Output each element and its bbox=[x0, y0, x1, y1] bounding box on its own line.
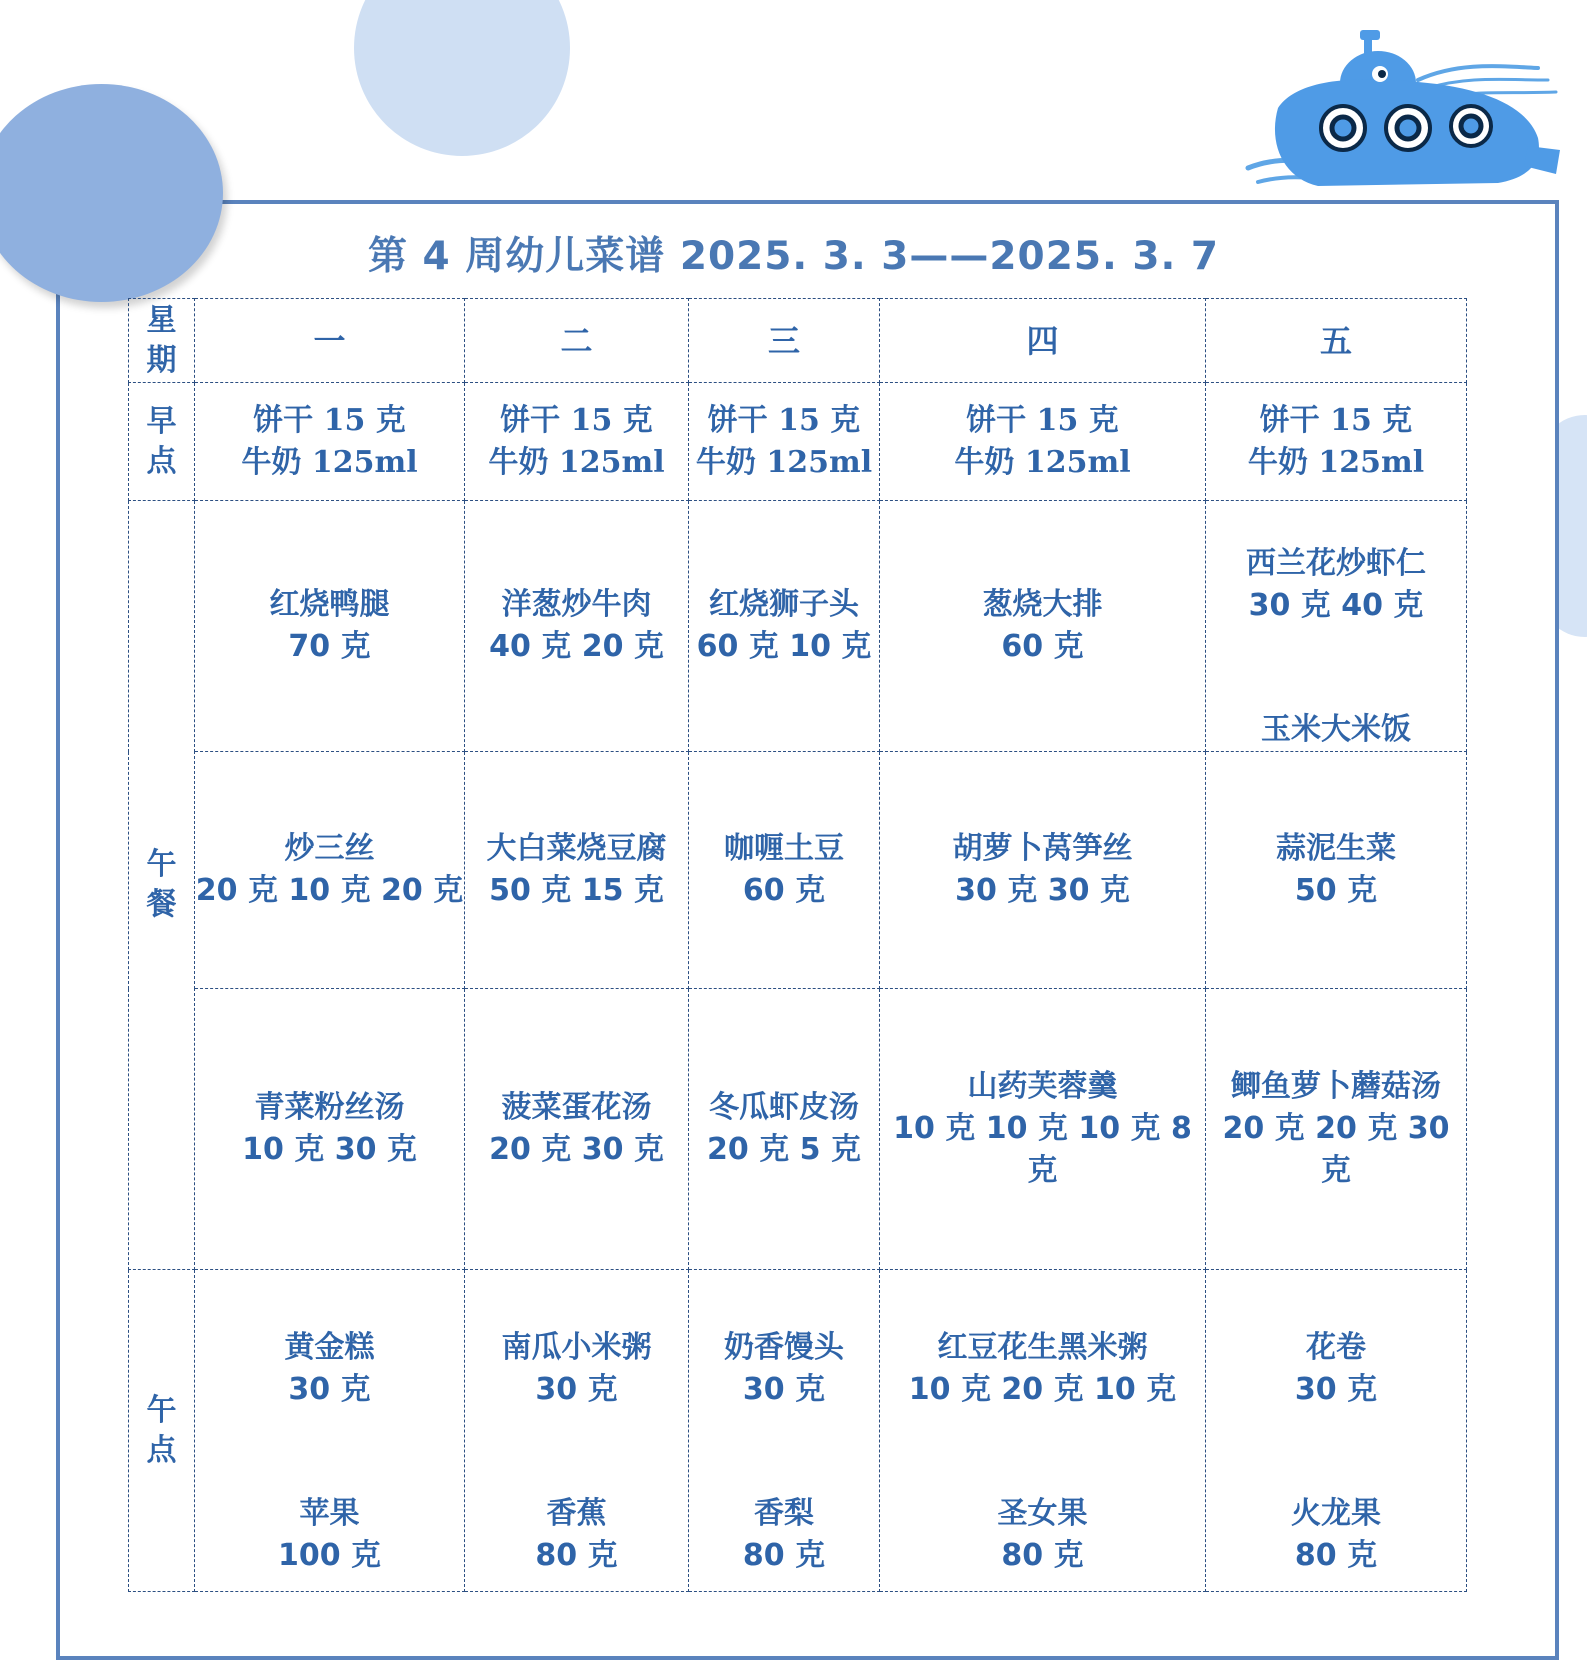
staple-food: 玉米大米饭 bbox=[1261, 712, 1411, 747]
snack-cell bbox=[880, 1270, 1206, 1592]
snack-label: 午 点 bbox=[129, 1270, 195, 1592]
page-title: 第 4 周幼儿菜谱 2025. 3. 3——2025. 3. 7 bbox=[367, 234, 1220, 279]
lunch-main-row bbox=[129, 501, 1467, 752]
day-header: 二 bbox=[465, 299, 689, 383]
breakfast-cell: 饼干 15 克 牛奶 125ml bbox=[1206, 383, 1467, 501]
lunch-main-cell bbox=[1206, 501, 1467, 752]
lunch-soup-cell: 青菜粉丝汤 10 克 30 克 bbox=[195, 989, 465, 1270]
day-header: 四 bbox=[880, 299, 1206, 383]
breakfast-cell: 饼干 15 克 牛奶 125ml bbox=[465, 383, 689, 501]
breakfast-cell: 饼干 15 克 牛奶 125ml bbox=[880, 383, 1206, 501]
snack-food: 花卷 30 克 bbox=[1294, 1329, 1378, 1407]
breakfast-label: 早 点 bbox=[129, 383, 195, 501]
snack-food: 黄金糕 30 克 bbox=[284, 1329, 375, 1407]
lunch-soup-cell: 冬瓜虾皮汤 20 克 5 克 bbox=[689, 989, 880, 1270]
snack-fruit: 香梨 80 克 bbox=[742, 1495, 826, 1573]
snack-row bbox=[129, 1270, 1467, 1592]
header-row bbox=[129, 299, 1467, 383]
lunch-soup-row bbox=[129, 989, 1467, 1270]
submarine-icon bbox=[1238, 28, 1568, 204]
lunch-side-cell: 炒三丝 20 克 10 克 20 克 bbox=[195, 752, 465, 989]
lunch-main-cell: 红烧鸭腿 70 克 bbox=[195, 501, 465, 752]
breakfast-cell: 饼干 15 克 牛奶 125ml bbox=[195, 383, 465, 501]
lunch-main-cell: 红烧狮子头 60 克 10 克 bbox=[689, 501, 880, 752]
decor-circle-top bbox=[354, 0, 570, 156]
lunch-main-cell: 洋葱炒牛肉 40 克 20 克 bbox=[465, 501, 689, 752]
snack-food: 南瓜小米粥 30 克 bbox=[501, 1329, 652, 1407]
menu-table bbox=[128, 298, 1467, 1592]
snack-fruit: 苹果 100 克 bbox=[277, 1495, 382, 1573]
snack-food: 奶香馒头 30 克 bbox=[724, 1329, 844, 1407]
breakfast-cell: 饼干 15 克 牛奶 125ml bbox=[689, 383, 880, 501]
week-label: 星 期 bbox=[129, 299, 195, 383]
day-header: 五 bbox=[1206, 299, 1467, 383]
day-header: 三 bbox=[689, 299, 880, 383]
snack-cell bbox=[465, 1270, 689, 1592]
lunch-side-row bbox=[129, 752, 1467, 989]
lunch-soup-cell: 鲫鱼萝卜蘑菇汤 20 克 20 克 30 克 bbox=[1206, 989, 1467, 1270]
lunch-side-cell: 蒜泥生菜 50 克 bbox=[1206, 752, 1467, 989]
snack-cell bbox=[689, 1270, 880, 1592]
snack-food: 红豆花生黑米粥 10 克 20 克 10 克 bbox=[908, 1329, 1177, 1407]
snack-fruit: 香蕉 80 克 bbox=[535, 1495, 618, 1573]
lunch-soup-cell: 山药芙蓉羹 10 克 10 克 10 克 8 克 bbox=[880, 989, 1206, 1270]
lunch-main-cell: 葱烧大排 60 克 bbox=[880, 501, 1206, 752]
snack-fruit: 火龙果 80 克 bbox=[1291, 1495, 1381, 1573]
lunch-label: 午 餐 bbox=[129, 501, 195, 1270]
lunch-side-cell: 胡萝卜莴笋丝 30 克 30 克 bbox=[880, 752, 1206, 989]
lunch-main-dish: 西兰花炒虾仁 30 克 40 克 bbox=[1246, 546, 1426, 623]
lunch-side-cell: 大白菜烧豆腐 50 克 15 克 bbox=[465, 752, 689, 989]
lunch-side-cell: 咖喱土豆 60 克 bbox=[689, 752, 880, 989]
lunch-soup-cell: 菠菜蛋花汤 20 克 30 克 bbox=[465, 989, 689, 1270]
snack-fruit: 圣女果 80 克 bbox=[997, 1495, 1088, 1573]
breakfast-row bbox=[129, 383, 1467, 501]
snack-cell bbox=[1206, 1270, 1467, 1592]
day-header: 一 bbox=[195, 299, 465, 383]
snack-cell bbox=[195, 1270, 465, 1592]
